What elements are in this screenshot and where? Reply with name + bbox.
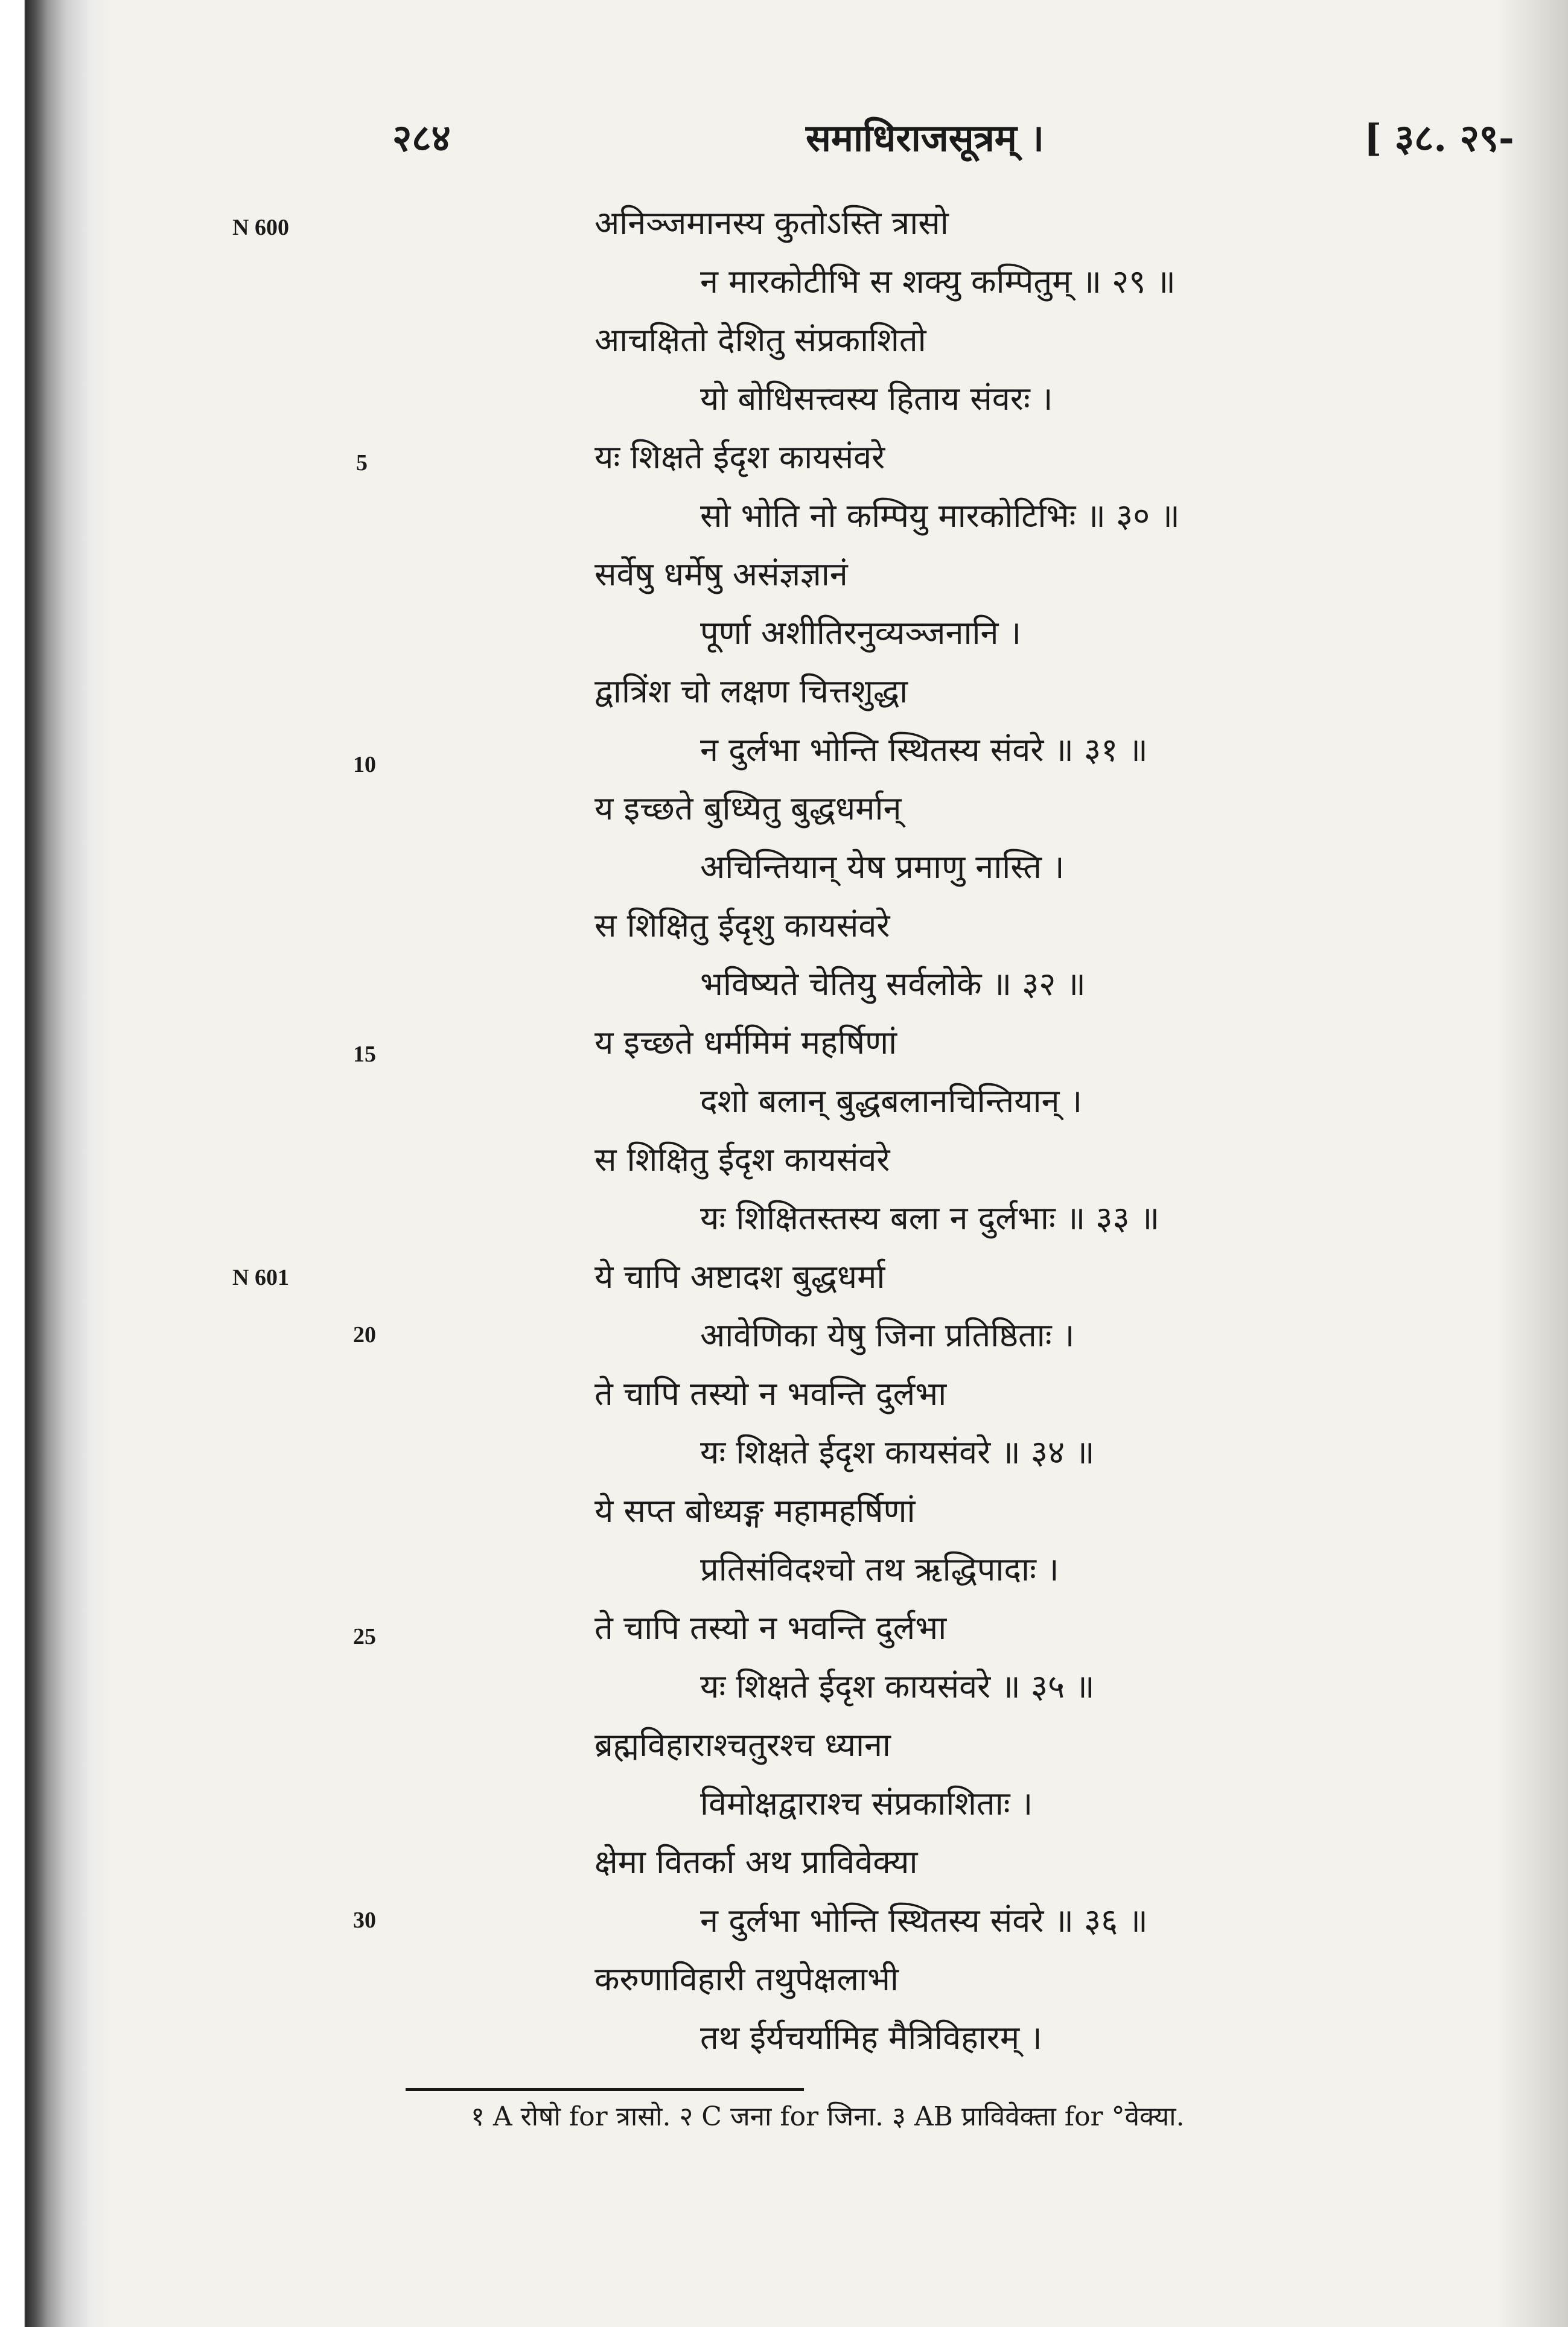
- verse-line: करुणाविहारी तथुपेक्षलाभी: [594, 1960, 899, 1998]
- verse-line: ते चापि तस्यो न भवन्ति दुर्लभा: [594, 1609, 947, 1647]
- verse-line: सर्वेषु धर्मेषु असंज्ञज्ञानं: [594, 555, 848, 593]
- margin-marker: 20: [353, 1322, 376, 1348]
- verse-line: अनिञ्जमानस्य कुतोऽस्ति त्रासो: [594, 204, 949, 242]
- page-edge-shadow: [1496, 0, 1568, 2327]
- margin-marker: 5: [356, 450, 368, 476]
- verse-line: न मारकोटीभि स शक्यु कम्पितुम् ॥ २९ ॥: [700, 263, 1176, 301]
- verse-line: य इच्छते बुध्यितु बुद्धधर्मान्: [594, 789, 902, 827]
- verse-line: य इच्छते धर्ममिमं महर्षिणां: [594, 1023, 897, 1062]
- margin-marker: N 600: [232, 215, 289, 240]
- verse-line: विमोक्षद्वाराश्च संप्रकाशिताः ।: [700, 1784, 1033, 1822]
- verse-line: न दुर्लभा भोन्ति स्थितस्य संवरे ॥ ३१ ॥: [700, 731, 1148, 769]
- verse-line: स शिक्षितु ईदृश कायसंवरे: [594, 1141, 890, 1179]
- verse-line: ये चापि अष्टादश बुद्धधर्मा: [594, 1258, 885, 1296]
- verse-line: अचिन्तियान् येष प्रमाणु नास्ति ।: [700, 848, 1065, 886]
- verse-line: क्षेमा वितर्का अथ प्राविवेक्या: [594, 1843, 918, 1881]
- verse-line: आचक्षितो देशितु संप्रकाशितो: [594, 321, 926, 359]
- verse-line: ये सप्त बोध्यङ्ग महामहर्षिणां: [594, 1492, 916, 1530]
- verse-line: यो बोधिसत्त्वस्य हिताय संवरः ।: [700, 380, 1053, 418]
- verse-line: यः शिक्षते ईदृश कायसंवरे ॥ ३४ ॥: [700, 1433, 1095, 1471]
- verse-line: यः शिक्षितस्तस्य बला न दुर्लभाः ॥ ३३ ॥: [700, 1199, 1160, 1237]
- verse-line: यः शिक्षते ईदृश कायसंवरे: [594, 438, 885, 476]
- margin-marker: N 601: [232, 1265, 289, 1290]
- verse-line: तथ ईर्यचर्यामिह मैत्रिविहारम् ।: [700, 2019, 1042, 2057]
- footnote-rule: [406, 2088, 804, 2091]
- page-header: [0, 112, 1568, 166]
- verse-line: द्वात्रिंश चो लक्षण चित्तशुद्धा: [594, 672, 908, 710]
- verse-line: स शिक्षितु ईदृशु कायसंवरे: [594, 906, 890, 944]
- verse-line: सो भोति नो कम्पियु मारकोटिभिः ॥ ३० ॥: [700, 497, 1180, 535]
- section-reference: [ ३८. २९-: [1364, 116, 1514, 160]
- running-title: समाधिराजसूत्रम् ।: [806, 116, 1044, 160]
- book-binding-shadow: [0, 0, 115, 2327]
- margin-marker: 30: [353, 1908, 376, 1933]
- verse-line: यः शिक्षते ईदृश कायसंवरे ॥ ३५ ॥: [700, 1667, 1095, 1705]
- page-number: २८४: [392, 116, 451, 160]
- verse-line: दशो बलान् बुद्धबलानचिन्तियान् ।: [700, 1082, 1083, 1120]
- margin-marker: 15: [353, 1042, 376, 1067]
- verse-line: भविष्यते चेतियु सर्वलोके ॥ ३२ ॥: [700, 965, 1086, 1003]
- verse-line: ब्रह्मविहाराश्चतुरश्च ध्याना: [594, 1726, 891, 1764]
- margin-marker: 10: [353, 752, 376, 777]
- footnote: १ A रोषो for त्रासो. २ C जना for जिना. ३ AB प्राविवेक्ता for °वेक्या.: [471, 2101, 1185, 2132]
- verse-line: प्रतिसंविदश्चो तथ ऋद्धिपादाः ।: [700, 1550, 1059, 1588]
- margin-marker: 25: [353, 1624, 376, 1649]
- verse-line: ते चापि तस्यो न भवन्ति दुर्लभा: [594, 1375, 947, 1413]
- verse-line: आवेणिका येषु जिना प्रतिष्ठिताः ।: [700, 1316, 1075, 1354]
- verse-line: न दुर्लभा भोन्ति स्थितस्य संवरे ॥ ३६ ॥: [700, 1902, 1148, 1940]
- verse-line: पूर्णा अशीतिरनुव्यञ्जनानि ।: [700, 614, 1022, 652]
